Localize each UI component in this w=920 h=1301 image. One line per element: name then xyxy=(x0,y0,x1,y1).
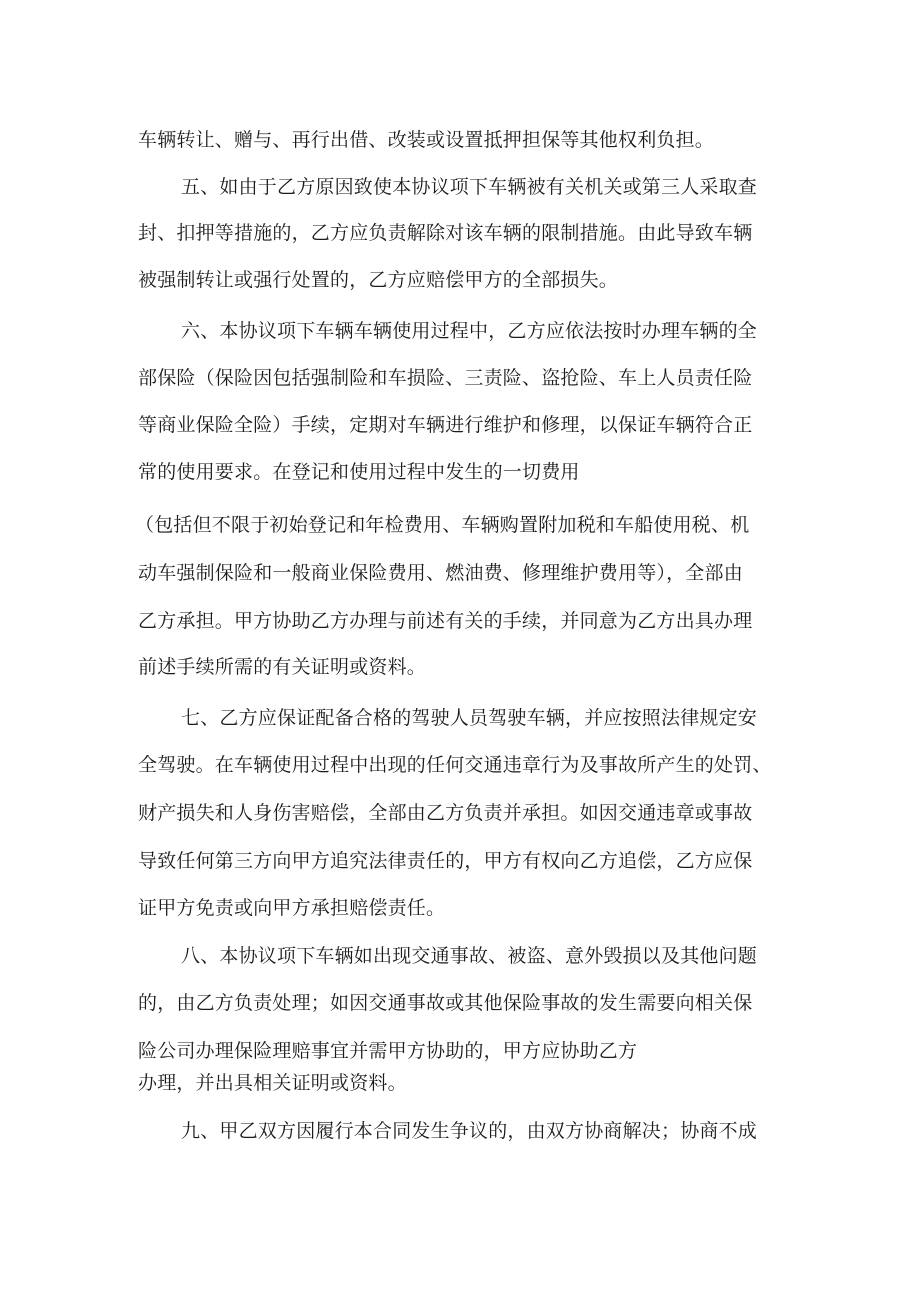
paragraph-6-start: 六、本协议项下车辆车辆使用过程中，乙方应依法按时办理车辆的全 xyxy=(181,320,758,342)
text-line: 证甲方免责或向甲方承担赔偿责任。 xyxy=(138,897,446,919)
text-line: 办理，并出具相关证明或资料。 xyxy=(138,1072,407,1094)
text-line: 前述手续所需的有关证明或资料。 xyxy=(138,656,427,678)
paragraph-9-start: 九、甲乙双方因履行本合同发生争议的，由双方协商解决；协商不成 xyxy=(181,1120,758,1142)
text-line: 导致任何第三方向甲方追究法律责任的，甲方有权向乙方追偿，乙方应保 xyxy=(138,850,753,872)
paragraph-7-start: 七、乙方应保证配备合格的驾驶人员驾驶车辆，并应按照法律规定安 xyxy=(181,707,758,729)
paragraph-5-start: 五、如由于乙方原因致使本协议项下车辆被有关机关或第三人采取查 xyxy=(181,176,758,198)
text-line: 财产损失和人身伤害赔偿，全部由乙方负责并承担。如因交通违章或事故 xyxy=(138,802,753,824)
text-line: 乙方承担。甲方协助乙方办理与前述有关的手续，并同意为乙方出具办理 xyxy=(138,610,753,632)
text-line: 被强制转让或强行处置的，乙方应赔偿甲方的全部损失。 xyxy=(138,269,619,291)
text-line: 车辆转让、赠与、再行出借、改装或设置抵押担保等其他权利负担。 xyxy=(138,129,715,151)
text-line: 封、扣押等措施的，乙方应负责解除对该车辆的限制措施。由此导致车辆 xyxy=(138,222,753,244)
text-line: 等商业保险全险）手续，定期对车辆进行维护和修理，以保证车辆符合正 xyxy=(138,414,753,436)
text-line: 常的使用要求。在登记和使用过程中发生的一切费用 xyxy=(138,461,580,483)
text-line: 险公司办理保险理赔事宜并需甲方协助的，甲方应协助乙方 xyxy=(138,1040,638,1062)
text-line: 全驾驶。在车辆使用过程中出现的任何交通违章行为及事故所产生的处罚、 xyxy=(138,754,772,776)
paragraph-8-start: 八、本协议项下车辆如出现交通事故、被盗、意外毁损以及其他问题 xyxy=(181,945,758,967)
text-line: （包括但不限于初始登记和年检费用、车辆购置附加税和车船使用税、机 xyxy=(135,514,750,536)
text-line: 的，由乙方负责处理；如因交通事故或其他保险事故的发生需要向相关保 xyxy=(138,992,753,1014)
text-line: 部保险（保险因包括强制险和车损险、三责险、盗抢险、车上人员责任险 xyxy=(138,367,753,389)
text-line: 动车强制保险和一般商业保险费用、燃油费、修理维护费用等），全部由 xyxy=(138,562,743,584)
